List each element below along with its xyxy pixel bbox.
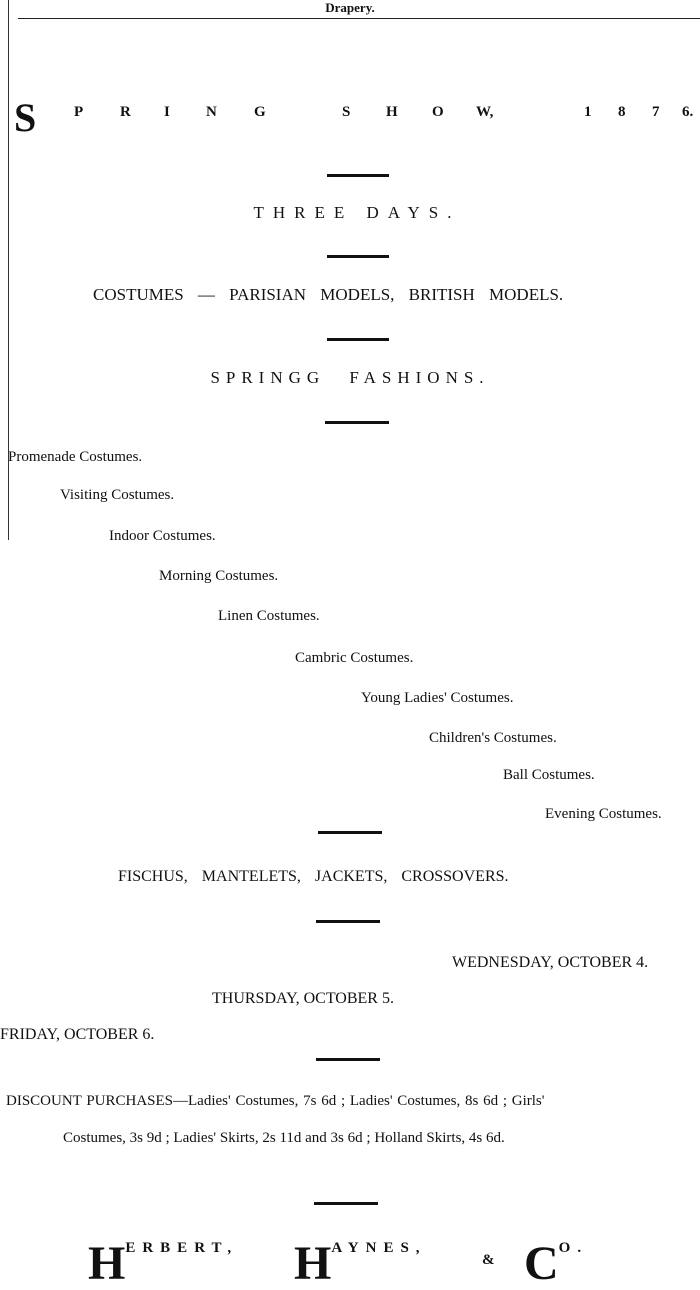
costume-item: Evening Costumes. (545, 806, 662, 822)
firm-initial: C (524, 1237, 559, 1290)
costumes-heading: COSTUMES — PARISIAN MODELS, BRITISH MODELS. (93, 285, 564, 304)
title-letter: G (254, 104, 266, 120)
discount-line-1: DISCOUNT PURCHASES—Ladies' Costumes, 7s 6d ; Ladies' Costumes, 8s 6d ; Girls' (6, 1093, 545, 1109)
firm-name-haynes (294, 1237, 427, 1290)
title-letter: 8 (618, 104, 626, 120)
costume-item: Morning Costumes. (159, 568, 279, 584)
date-wednesday: WEDNESDAY, OCTOBER 4. (452, 954, 649, 971)
title-letter: P (74, 104, 84, 120)
title-letter: S (342, 104, 351, 120)
separator-dash (314, 1202, 378, 1205)
firm-initial: H (88, 1237, 126, 1290)
running-head: Drapery. (325, 0, 375, 15)
title-letter: O (432, 104, 444, 120)
separator-dash (325, 421, 389, 424)
discount-line-2: Costumes, 3s 9d ; Ladies' Skirts, 2s 11d and 3s 6d ; Holland Skirts, 4s 6d. (63, 1130, 505, 1146)
costume-item: Promenade Costumes. (8, 449, 143, 465)
costume-item: Young Ladies' Costumes. (361, 690, 514, 706)
firm-rest: AYNES, (331, 1240, 427, 1256)
outerwear-line: FISCHUS, MANTELETS, JACKETS, CROSSOVERS. (118, 868, 509, 885)
firm-ampersand: & (482, 1252, 495, 1268)
title-letter: 7 (652, 104, 660, 120)
separator-dash (318, 831, 382, 834)
costume-item: Visiting Costumes. (60, 487, 175, 503)
costume-item: Linen Costumes. (218, 608, 320, 624)
separator-dash (316, 1058, 380, 1061)
firm-initial: H (294, 1237, 332, 1290)
costume-item: Children's Costumes. (429, 730, 557, 746)
title-letter: 1 (584, 104, 592, 120)
title-letter: H (386, 104, 398, 120)
fashions-heading: SPRINGG FASHIONS. (210, 368, 490, 387)
subtitle: THREE DAYS. (253, 203, 461, 222)
date-thursday: THURSDAY, OCTOBER 5. (212, 990, 394, 1007)
title-letter: W, (476, 104, 494, 120)
date-friday: FRIDAY, OCTOBER 6. (0, 1026, 155, 1043)
title-letter: 6. (682, 104, 694, 120)
title-initial: S (14, 95, 37, 140)
separator-dash (316, 920, 380, 923)
costume-item: Indoor Costumes. (109, 528, 216, 544)
firm-name-co (524, 1237, 589, 1290)
title-letter: R (120, 104, 131, 120)
separator-dash (327, 174, 389, 177)
header-rule (18, 18, 700, 19)
firm-name-herbert (88, 1237, 239, 1290)
separator-dash (327, 255, 389, 258)
costume-item: Ball Costumes. (503, 767, 595, 783)
firm-rest: O. (558, 1240, 589, 1256)
firm-rest: ERBERT, (125, 1240, 239, 1256)
separator-dash (327, 338, 389, 341)
title-letter: N (206, 104, 217, 120)
costume-item: Cambric Costumes. (295, 650, 414, 666)
title-letter: I (164, 104, 170, 120)
